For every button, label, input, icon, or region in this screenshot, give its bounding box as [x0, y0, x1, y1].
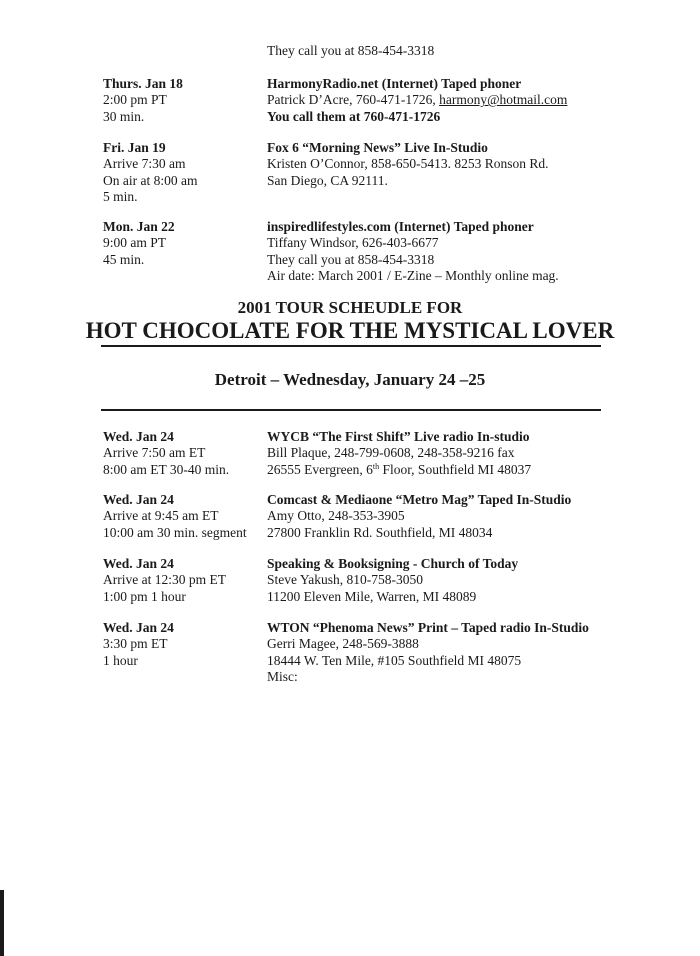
entry-info-column [267, 219, 697, 284]
entry-call-note: They call you at 858-454-3318 [267, 251, 435, 267]
entry-call-note: You call them at 760-471-1726 [267, 108, 441, 124]
entry-date-column [103, 140, 263, 205]
entry-info-column [267, 76, 697, 125]
entry-info-column [267, 620, 697, 685]
book-title: HOT CHOCOLATE FOR THE MYSTICAL LOVER [85, 318, 615, 343]
entry-title: Comcast & Mediaone “Metro Mag” Taped In-Studio [267, 492, 572, 507]
continued-contact-line: They call you at 858-454-3318 [267, 43, 435, 58]
entry-title: inspiredlifestyles.com (Internet) Taped phoner [267, 219, 534, 234]
entry-address: 27800 Franklin Rd. Southfield, MI 48034 [267, 524, 493, 540]
entry-duration: 1 hour [103, 652, 138, 668]
entry-title: WTON “Phenoma News” Print – Taped radio In-Studio [267, 620, 589, 635]
entry-time: 1:00 pm 1 hour [103, 588, 186, 604]
city-divider [101, 409, 601, 411]
entry-arrival: Arrive at 9:45 am ET [103, 508, 219, 524]
entry-title: WYCB “The First Shift” Live radio In-studio [267, 429, 530, 444]
entry-date: Wed. Jan 24 [103, 556, 174, 571]
entry-contact: Tiffany Windsor, 626-403-6677 [267, 235, 439, 251]
entry-info-column [267, 429, 697, 478]
entry-duration: 5 min. [103, 188, 138, 204]
entry-date-column [103, 429, 263, 478]
entry-address: 11200 Eleven Mile, Warren, MI 48089 [267, 588, 477, 604]
tour-schedule-subtitle: 2001 TOUR SCHEUDLE FOR [237, 298, 463, 317]
entry-time: 9:00 am PT [103, 235, 166, 251]
ordinal-suffix: th [372, 461, 380, 471]
entry-title: HarmonyRadio.net (Internet) Taped phoner [267, 76, 522, 91]
entry-date: Thurs. Jan 18 [103, 76, 183, 91]
entry-duration: 30 min. [103, 108, 145, 124]
entry-arrival: Arrive 7:50 am ET [103, 445, 206, 461]
entry-contact: Gerri Magee, 248-569-3888 [267, 636, 419, 652]
entry-address: 18444 W. Ten Mile, #105 Southfield MI 48075 [267, 652, 522, 668]
entry-contact: Amy Otto, 248-353-3905 [267, 508, 405, 524]
entry-date: Wed. Jan 24 [103, 429, 174, 444]
entry-date: Mon. Jan 22 [103, 219, 175, 234]
entry-time: 2:00 pm PT [103, 92, 167, 108]
entry-time: 8:00 am ET 30-40 min. [103, 461, 230, 477]
entry-date-column [103, 492, 263, 541]
entry-arrival: Arrive at 12:30 pm ET [103, 572, 226, 588]
entry-contact: Kristen O’Connor, 858-650-5413. 8253 Ronson Rd. [267, 156, 549, 172]
entry-air-date: Air date: March 2001 / E-Zine – Monthly online mag. [267, 267, 559, 283]
entry-duration: 45 min. [103, 251, 145, 267]
entry-contact [267, 92, 697, 108]
entry-date-column [103, 219, 263, 268]
entry-info-column [267, 140, 697, 189]
entry-time: 3:30 pm ET [103, 636, 168, 652]
entry-info-column [267, 492, 697, 541]
entry-contact: Steve Yakush, 810-758-3050 [267, 572, 424, 588]
title-divider [101, 345, 601, 347]
entry-date: Wed. Jan 24 [103, 492, 174, 507]
city-heading: Detroit – Wednesday, January 24 –25 [214, 370, 486, 389]
entry-misc: Misc: [267, 668, 298, 684]
entry-address [267, 462, 697, 478]
entry-arrival: Arrive 7:30 am [103, 156, 186, 172]
address-text: 26555 Evergreen, 6 [267, 461, 373, 477]
address-text: Floor, Southfield MI 48037 [379, 461, 532, 477]
entry-title: Fox 6 “Morning News” Live In-Studio [267, 140, 488, 155]
entry-date-column [103, 76, 263, 125]
entry-address: San Diego, CA 92111. [267, 172, 388, 188]
entry-time: 10:00 am 30 min. segment [103, 524, 247, 540]
entry-date: Fri. Jan 19 [103, 140, 166, 155]
entry-info-column [267, 556, 697, 605]
entry-time: On air at 8:00 am [103, 172, 198, 188]
entry-title: Speaking & Booksigning - Church of Today [267, 556, 519, 571]
scan-edge-mark [0, 890, 4, 956]
entry-contact: Bill Plaque, 248-799-0608, 248-358-9216 fax [267, 445, 515, 461]
contact-text: Patrick D’Acre, 760-471-1726, [267, 92, 440, 108]
email-link[interactable]: harmony@hotmail.com [439, 92, 568, 108]
entry-date-column [103, 620, 263, 669]
entry-date: Wed. Jan 24 [103, 620, 174, 635]
entry-date-column [103, 556, 263, 605]
